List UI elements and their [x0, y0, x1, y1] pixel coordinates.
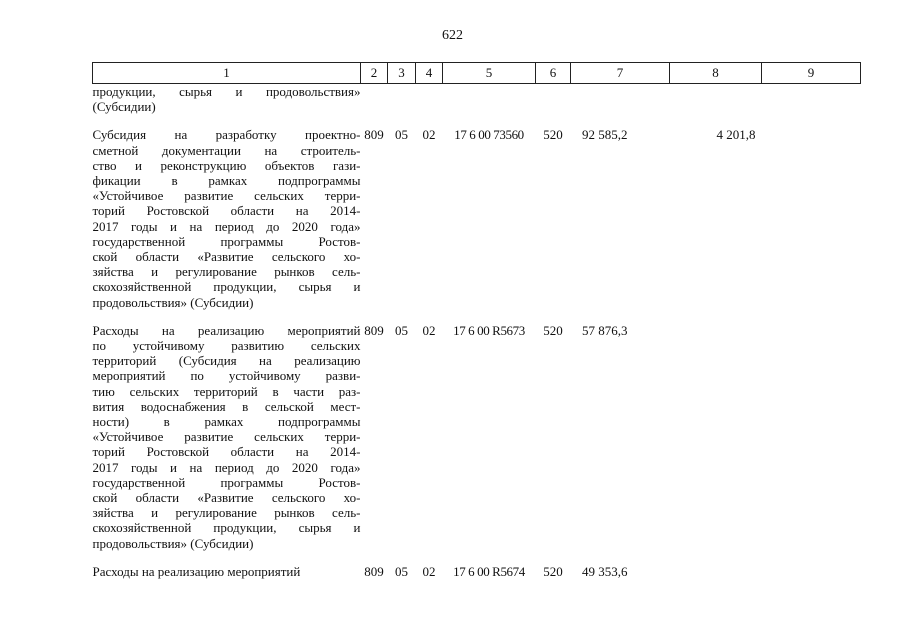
cell-c5 [443, 84, 536, 115]
column-header: 5 [443, 63, 536, 84]
column-header: 3 [388, 63, 416, 84]
description-line: фикации в рамках подпрограммы [92, 173, 361, 189]
description-line: продукции, сырья и продовольствия» [92, 84, 361, 99]
column-header: 9 [762, 63, 861, 84]
cell-c4: 02 [422, 322, 436, 338]
description-line: торий Ростовской области на 2014- [92, 444, 361, 460]
cell-c4: 02 [422, 563, 436, 579]
table-header-row [93, 63, 861, 84]
cell-c7 [571, 84, 670, 115]
column-header: 1 [93, 63, 361, 84]
cell-c3: 05 [395, 127, 408, 143]
budget-table [92, 62, 861, 579]
cell-c8 [670, 84, 762, 115]
table-row [93, 84, 861, 115]
cell-c7: 92 585,2 [582, 127, 628, 143]
column-header: 8 [670, 63, 762, 84]
row-spacer-cell [93, 551, 861, 564]
cell-c2: 809 [364, 322, 384, 338]
row-description [93, 84, 361, 115]
cell-c3: 05 [395, 322, 408, 338]
column-header: 2 [361, 63, 388, 84]
cell-c5: 17 6 00 73560 [454, 127, 524, 143]
description-line: государственной программы Ростов- [92, 233, 361, 249]
table-row [93, 564, 861, 579]
description-line: Расходы на реализацию мероприятий [92, 563, 301, 579]
row-spacer [93, 310, 861, 323]
cell-c9 [762, 84, 861, 115]
description-line: ской области «Развитие сельского хо- [92, 249, 361, 265]
cell-c8 [670, 564, 762, 579]
description-line: государственной программы Ростов- [92, 474, 361, 490]
cell-c2: 809 [364, 127, 384, 143]
column-header: 7 [571, 63, 670, 84]
cell-c9 [762, 127, 861, 309]
cell-c6: 520 [543, 322, 563, 338]
cell-c2: 809 [364, 563, 384, 579]
description-line: зяйства и регулирование рынков сель- [92, 264, 361, 280]
cell-c6 [536, 84, 571, 115]
description-line: 2017 годы и на период до 2020 года» [92, 459, 361, 475]
description-line: «Устойчивое развитие сельских терри- [92, 429, 361, 445]
row-spacer-cell [93, 310, 861, 323]
row-description [93, 323, 361, 551]
cell-c7: 57 876,3 [582, 322, 628, 338]
row-spacer [93, 114, 861, 127]
cell-c6: 520 [543, 127, 563, 143]
description-line: зяйства и регулирование рынков сель- [92, 505, 361, 521]
description-line: тию сельских территорий в части раз- [92, 383, 361, 399]
cell-c9 [762, 323, 861, 551]
row-description [93, 127, 361, 309]
cell-c7: 49 353,6 [582, 563, 628, 579]
cell-c6: 520 [543, 563, 563, 579]
description-line: Расходы на реализацию мероприятий [92, 322, 361, 338]
description-line: «Устойчивое развитие сельских терри- [92, 188, 361, 204]
description-line: ности) в рамках подпрограммы [92, 414, 361, 430]
description-line: (Субсидии) [92, 99, 156, 115]
row-spacer [93, 551, 861, 564]
cell-c8 [670, 323, 762, 551]
description-line: вития водоснабжения в сельской мест- [92, 398, 361, 414]
description-line: 2017 годы и на период до 2020 года» [92, 218, 361, 234]
description-line: скохозяйственной продукции, сырья и [92, 279, 361, 295]
description-line: ской области «Развитие сельского хо- [92, 490, 361, 506]
description-line: сметной документации на строитель- [92, 142, 361, 158]
description-line: ство и реконструкцию объектов гази- [92, 157, 361, 173]
description-line: скохозяйственной продукции, сырья и [92, 520, 361, 536]
cell-c5: 17 6 00 R5674 [453, 563, 525, 579]
column-header: 6 [536, 63, 571, 84]
cell-c2 [361, 84, 388, 115]
description-line: мероприятий по устойчивому разви- [92, 368, 361, 384]
description-line: продовольствия» (Субсидии) [92, 535, 254, 551]
cell-c4 [416, 84, 443, 115]
cell-c3 [388, 84, 416, 115]
description-line: по устойчивому развитию сельских [92, 338, 361, 354]
description-line: торий Ростовской области на 2014- [92, 203, 361, 219]
cell-c3: 05 [395, 563, 408, 579]
description-line: территорий (Субсидия на реализацию [92, 353, 361, 369]
table-row [93, 323, 861, 551]
description-line: продовольствия» (Субсидии) [92, 294, 254, 310]
cell-c5: 17 6 00 R5673 [453, 322, 525, 338]
table-row [93, 127, 861, 309]
cell-c8: 4 201,8 [716, 127, 756, 143]
cell-c4: 02 [422, 127, 436, 143]
row-spacer-cell [93, 114, 861, 127]
cell-c9 [762, 564, 861, 579]
page-number: 622 [442, 28, 463, 43]
description-line: Субсидия на разработку проектно- [92, 127, 361, 143]
row-description [93, 564, 361, 579]
column-header: 4 [416, 63, 443, 84]
